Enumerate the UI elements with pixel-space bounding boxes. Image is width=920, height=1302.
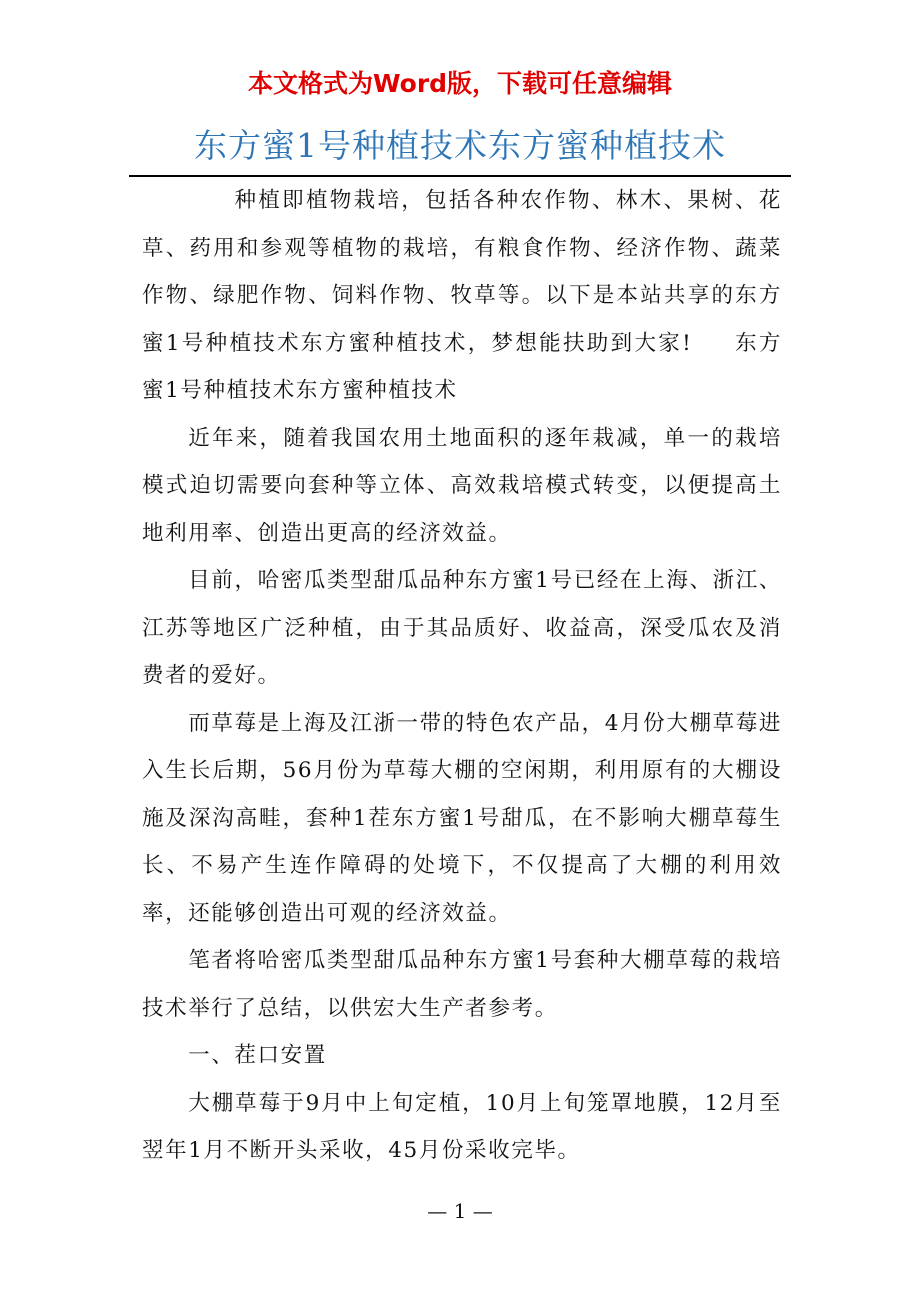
paragraph-3: 而草莓是上海及江浙一带的特色农产品，4月份大棚草莓进入生长后期，56月份为草莓大棚的空闲期，利用原有的大棚设施及深沟高畦，套种1茬东方蜜1号甜瓜，在不影响大棚草莓生长、不易产生连作障碍的处境下，不仅提高了大棚的利用效率，还能够创造出可观的经济效益。 <box>142 710 782 926</box>
download-notice-banner: 本文格式为Word版，下载可任意编辑 <box>247 69 673 98</box>
page-number: — 1 — <box>427 1199 493 1223</box>
document-title: 东方蜜1号种植技术东方蜜种植技术 <box>194 126 726 165</box>
intro-paragraph <box>142 177 782 415</box>
paragraph-5: 大棚草莓于9月中上旬定植，10月上旬笼罩地膜，12月至翌年1月不断开头采收，45月份采收完毕。 <box>142 1090 782 1163</box>
paragraph-2: 目前，哈密瓜类型甜瓜品种东方蜜1号已经在上海、浙江、江苏等地区广泛种植，由于其品质好、收益高，深受瓜农及消费者的爱好。 <box>142 568 782 688</box>
paragraph-1: 近年来，随着我国农用土地面积的逐年栽减，单一的栽培模式迫切需要向套种等立体、高效栽培模式转变，以便提高土地利用率、创造出更高的经济效益。 <box>142 425 782 546</box>
intro-heading: 东方蜜1号种植技术东方蜜种植技术 <box>142 330 782 403</box>
document-body <box>142 177 782 1175</box>
paragraph-4: 笔者将哈密瓜类型甜瓜品种东方蜜1号套种大棚草莓的栽培技术举行了总结，以供宏大生产者参考。 <box>142 948 782 1021</box>
section-heading-1: 一、茬口安置 <box>188 1043 327 1068</box>
intro-text: 种植即植物栽培，包括各种农作物、林木、果树、花草、药用和参观等植物的栽培，有粮食作物、经济作物、蔬菜作物、绿肥作物、饲料作物、牧草等。以下是本站共享的东方蜜1号种植技术东方蜜种植技术，梦想能扶助到大家! <box>142 188 782 356</box>
